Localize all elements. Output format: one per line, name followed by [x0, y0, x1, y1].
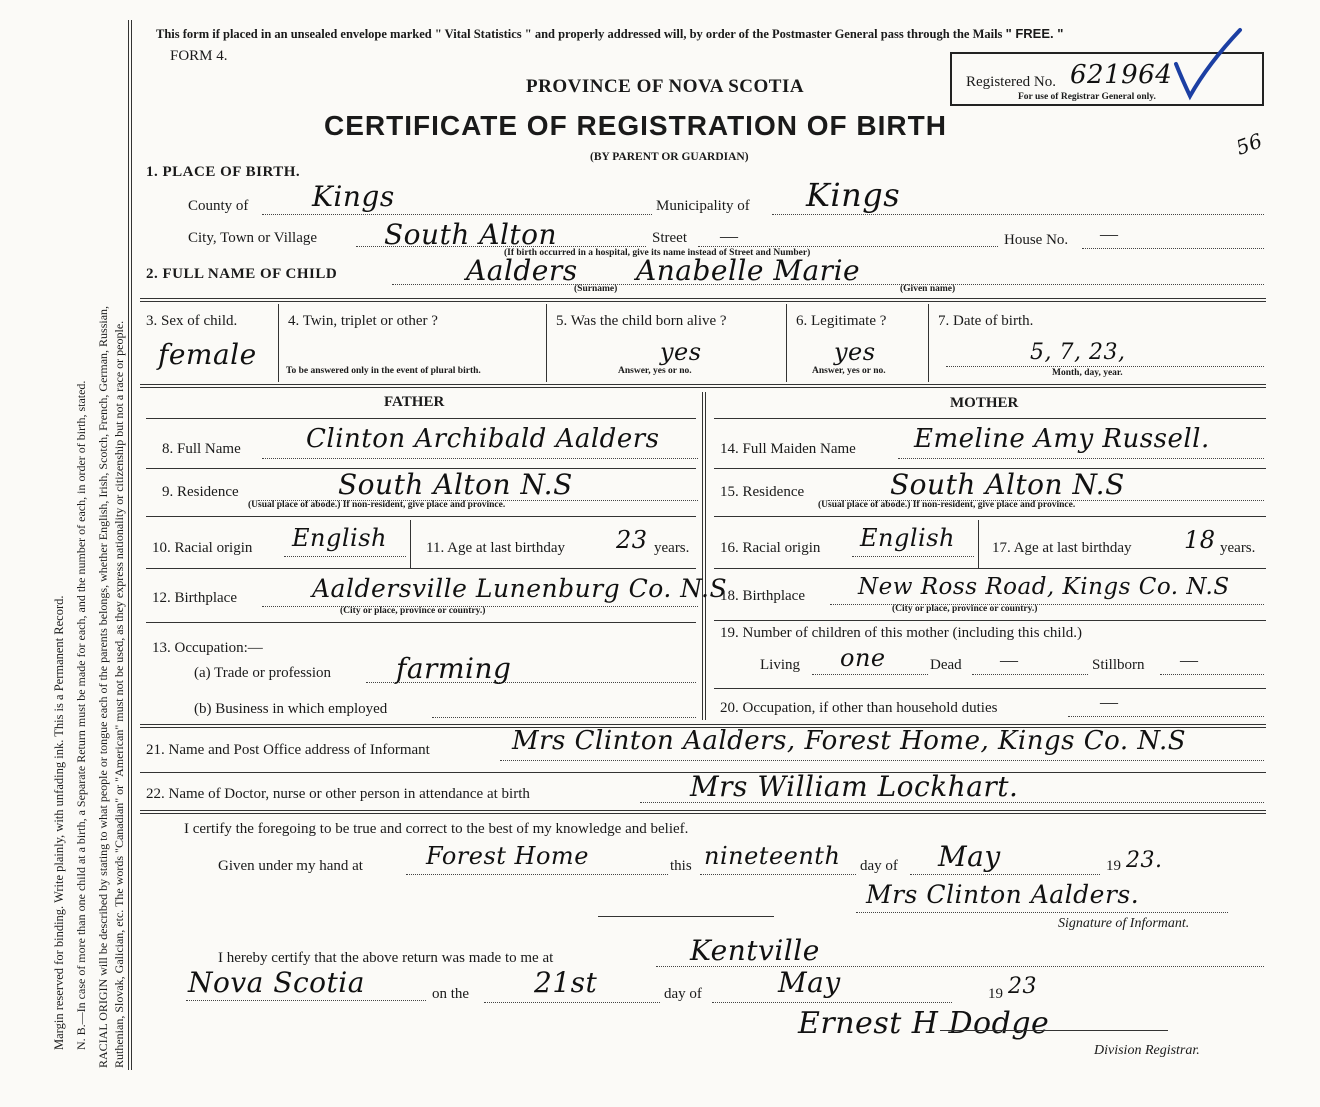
- given-year-prefix: 19: [1106, 858, 1121, 874]
- legitimate-value: yes: [834, 338, 876, 366]
- street-line: [698, 246, 998, 247]
- stillborn-line: [1160, 674, 1264, 675]
- given-day-of: day of: [860, 858, 898, 874]
- surname-caption: (Surname): [574, 284, 618, 294]
- mother-heading: MOTHER: [950, 395, 1019, 411]
- children-count-label: 19. Number of children of this mother (including this child.): [720, 625, 1083, 641]
- given-place: Forest Home: [426, 842, 589, 870]
- county-value: Kings: [312, 180, 395, 213]
- legit-answer-note: Answer, yes or no.: [812, 366, 886, 376]
- registrar-day: 21st: [534, 966, 598, 999]
- dead-value: —: [1000, 650, 1018, 670]
- registrar-statement: I hereby certify that the above return was made to me at: [218, 950, 554, 966]
- given-under-label: Given under my hand at: [218, 858, 363, 874]
- mother-racial-line: [852, 556, 974, 557]
- father-racial-divider: [410, 520, 411, 568]
- mother-residence: South Alton N.S: [890, 468, 1125, 501]
- free-label: " FREE. ": [1005, 26, 1064, 41]
- father-racial-line: [284, 556, 406, 557]
- registrar-caption: Division Registrar.: [1094, 1043, 1200, 1058]
- col-divider-1: [278, 304, 279, 382]
- mother-age: 18: [1184, 526, 1216, 554]
- certificate-subtitle: (BY PARENT OR GUARDIAN): [590, 151, 749, 163]
- alive-value: yes: [660, 338, 702, 366]
- informant-signature-line: [856, 912, 1228, 913]
- father-abode-note: (Usual place of abode.) If non-resident, give place and province.: [248, 500, 506, 510]
- dob-line: [946, 366, 1264, 367]
- mother-birthplace-label: 18. Birthplace: [720, 588, 805, 604]
- father-residence-label: 9. Residence: [162, 484, 239, 500]
- registrar-month-line: [712, 1002, 952, 1003]
- given-month: May: [938, 840, 1001, 873]
- dob-value: 5, 7, 23,: [1030, 340, 1126, 365]
- county-line: [262, 214, 652, 215]
- trade-value: farming: [396, 652, 512, 685]
- informant-signature-caption: Signature of Informant.: [1058, 916, 1190, 931]
- child-name-label: 2. FULL NAME OF CHILD: [146, 266, 338, 282]
- mother-birthplace: New Ross Road, Kings Co. N.S: [858, 574, 1230, 600]
- registrar-signature-line: [940, 1030, 1168, 1031]
- house-value: —: [1100, 224, 1118, 244]
- living-value: one: [840, 644, 886, 672]
- mother-years: years.: [1220, 540, 1256, 556]
- seal-line: [598, 916, 774, 917]
- business-label: (b) Business in which employed: [194, 701, 388, 717]
- mother-racial-label: 16. Racial origin: [720, 540, 821, 556]
- business-line: [432, 717, 696, 718]
- col-divider-4: [928, 304, 929, 382]
- city-value: South Alton: [384, 218, 558, 251]
- check-mark-icon: [1168, 24, 1248, 104]
- mother-residence-rule: [714, 516, 1266, 517]
- postal-notice-text: This form if placed in an unsealed envelope marked " Vital Statistics " and properly addressed will, by order of the Postmaster General pass through the Mails: [156, 27, 1003, 41]
- father-city-note: (City or place, province or country.): [340, 606, 486, 616]
- father-age-label: 11. Age at last birthday: [426, 540, 565, 556]
- twin-label: 4. Twin, triplet or other ?: [288, 313, 438, 329]
- child-given-name: Anabelle Marie: [636, 254, 861, 287]
- margin-binding-note: Margin reserved for binding. Write plainly, with unfading ink. This is a Permanent Record.: [52, 595, 66, 1050]
- mother-birthplace-rule: [714, 620, 1266, 621]
- racial-origin-note-1: RACIAL ORIGIN will be described by stating to what people or tongue each of the parents belongs, whether English, Irish, Scotch, French, German, Russian,: [96, 305, 110, 1068]
- divider-after-doctor: [140, 810, 1266, 814]
- child-surname: Aalders: [466, 254, 578, 287]
- divider-after-name: [140, 298, 1266, 302]
- living-label: Living: [760, 657, 800, 673]
- father-years: years.: [654, 540, 690, 556]
- registrar-use-note: For use of Registrar General only.: [1018, 92, 1156, 102]
- street-label: Street: [652, 230, 687, 246]
- county-label: County of: [188, 198, 249, 214]
- father-birthplace: Aaldersville Lunenburg Co. N.S: [312, 574, 728, 603]
- col-divider-2: [546, 304, 547, 382]
- father-racial: English: [292, 524, 387, 552]
- left-margin-border: [128, 20, 132, 1070]
- registrar-on-the: on the: [432, 986, 470, 1002]
- father-name-line: [262, 458, 698, 459]
- sex-label: 3. Sex of child.: [146, 313, 238, 329]
- informant-signature: Mrs Clinton Aalders.: [866, 880, 1140, 909]
- father-heading-rule: [146, 418, 696, 419]
- doctor-value: Mrs William Lockhart.: [690, 770, 1019, 803]
- registrar-signature: Ernest H Dodge: [798, 1006, 1050, 1041]
- mother-name-label: 14. Full Maiden Name: [720, 441, 856, 457]
- informant-line: [500, 760, 1264, 761]
- racial-origin-note-2: Ruthenian, Slovak, Galician, etc. The words "Canadian" or "American" must not be used, as they express nationality or citizenship but not a race or people.: [112, 320, 126, 1068]
- mother-occupation-label: 20. Occupation, if other than household duties: [720, 700, 998, 716]
- house-line: [1082, 248, 1264, 249]
- living-line: [812, 674, 928, 675]
- municipality-line: [772, 214, 1264, 215]
- informant-value: Mrs Clinton Aalders, Forest Home, Kings Co. N.S: [512, 726, 1187, 756]
- col-divider-3: [786, 304, 787, 382]
- city-label: City, Town or Village: [188, 230, 318, 246]
- mother-occupation-value: —: [1100, 692, 1118, 712]
- mother-racial-divider: [978, 520, 979, 568]
- given-month-line: [910, 874, 1100, 875]
- mother-children-rule: [714, 688, 1266, 689]
- father-name-label: 8. Full Name: [162, 441, 241, 457]
- parent-column-divider: [702, 392, 706, 720]
- municipality-label: Municipality of: [656, 198, 750, 214]
- dob-note: Month, day, year.: [1052, 368, 1123, 378]
- hospital-note: (If birth occurred in a hospital, give its name instead of Street and Number): [504, 248, 811, 258]
- registrar-year: 23: [1008, 974, 1037, 999]
- mother-occupation-line: [1068, 716, 1264, 717]
- registrar-province-line: [186, 1000, 426, 1001]
- registrar-province: Nova Scotia: [188, 966, 365, 999]
- dead-label: Dead: [930, 657, 962, 673]
- occupation-label: 13. Occupation:—: [152, 640, 263, 656]
- trade-label: (a) Trade or profession: [194, 665, 332, 681]
- place-of-birth-label: 1. PLACE OF BIRTH.: [146, 164, 301, 180]
- mother-name-line: [898, 458, 1264, 459]
- father-residence-rule: [146, 516, 696, 517]
- registrar-day-line: [484, 1002, 660, 1003]
- father-age: 23: [616, 526, 648, 554]
- given-name-caption: (Given name): [900, 284, 956, 294]
- divider-after-row3: [140, 384, 1266, 388]
- informant-label: 21. Name and Post Office address of Informant: [146, 742, 430, 758]
- mother-abode-note: (Usual place of abode.) If non-resident, give place and province.: [818, 500, 1076, 510]
- sex-value: female: [158, 338, 257, 371]
- given-day: nineteenth: [704, 842, 841, 870]
- father-birthplace-label: 12. Birthplace: [152, 590, 237, 606]
- municipality-value: Kings: [806, 176, 901, 214]
- registered-number: 621964: [1070, 60, 1173, 90]
- this-label: this: [670, 858, 692, 874]
- father-birthplace-rule: [146, 622, 696, 623]
- certificate-title: CERTIFICATE OF REGISTRATION OF BIRTH: [324, 110, 947, 141]
- dob-label: 7. Date of birth.: [938, 313, 1034, 329]
- certify-statement: I certify the foregoing to be true and correct to the best of my knowledge and belief.: [184, 821, 689, 837]
- house-number-label: House No.: [1004, 232, 1069, 248]
- mother-heading-rule: [714, 418, 1266, 419]
- father-name: Clinton Archibald Aalders: [306, 424, 660, 454]
- mother-name: Emeline Amy Russell.: [914, 424, 1210, 454]
- province-heading: PROVINCE OF NOVA SCOTIA: [526, 76, 805, 97]
- stillborn-label: Stillborn: [1092, 657, 1145, 673]
- mother-age-label: 17. Age at last birthday: [992, 540, 1132, 556]
- mother-residence-label: 15. Residence: [720, 484, 805, 500]
- form-number: FORM 4.: [170, 48, 228, 64]
- registered-label: Registered No.: [966, 74, 1056, 90]
- twin-note: To be answered only in the event of plural birth.: [286, 366, 481, 376]
- registrar-day-of: day of: [664, 986, 702, 1002]
- given-day-line: [700, 874, 856, 875]
- registrar-month: May: [778, 966, 841, 999]
- dead-line: [972, 674, 1088, 675]
- alive-answer-note: Answer, yes or no.: [618, 366, 692, 376]
- stillborn-value: —: [1180, 650, 1198, 670]
- margin-mark: 56: [1232, 128, 1266, 160]
- legitimate-label: 6. Legitimate ?: [796, 313, 887, 329]
- mother-city-note: (City or place, province or country.): [892, 604, 1038, 614]
- father-heading: FATHER: [384, 394, 445, 410]
- nb-plural-birth-note: N. B.—In case of more than one child at a birth, a Separate Return must be made for each, and the number of each, in order of birth, stated.: [74, 380, 88, 1050]
- postal-notice: [156, 26, 1063, 42]
- doctor-label: 22. Name of Doctor, nurse or other person in attendance at birth: [146, 786, 530, 802]
- given-year: 23.: [1126, 848, 1163, 873]
- registrar-year-prefix: 19: [988, 986, 1003, 1002]
- given-place-line: [406, 874, 668, 875]
- registrar-place: Kentville: [690, 934, 820, 967]
- street-value: —: [720, 226, 738, 246]
- father-residence: South Alton N.S: [338, 468, 573, 501]
- father-racial-label: 10. Racial origin: [152, 540, 253, 556]
- mother-racial-rule: [714, 568, 1266, 569]
- alive-label: 5. Was the child born alive ?: [556, 313, 727, 329]
- mother-racial: English: [860, 524, 955, 552]
- father-racial-rule: [146, 568, 696, 569]
